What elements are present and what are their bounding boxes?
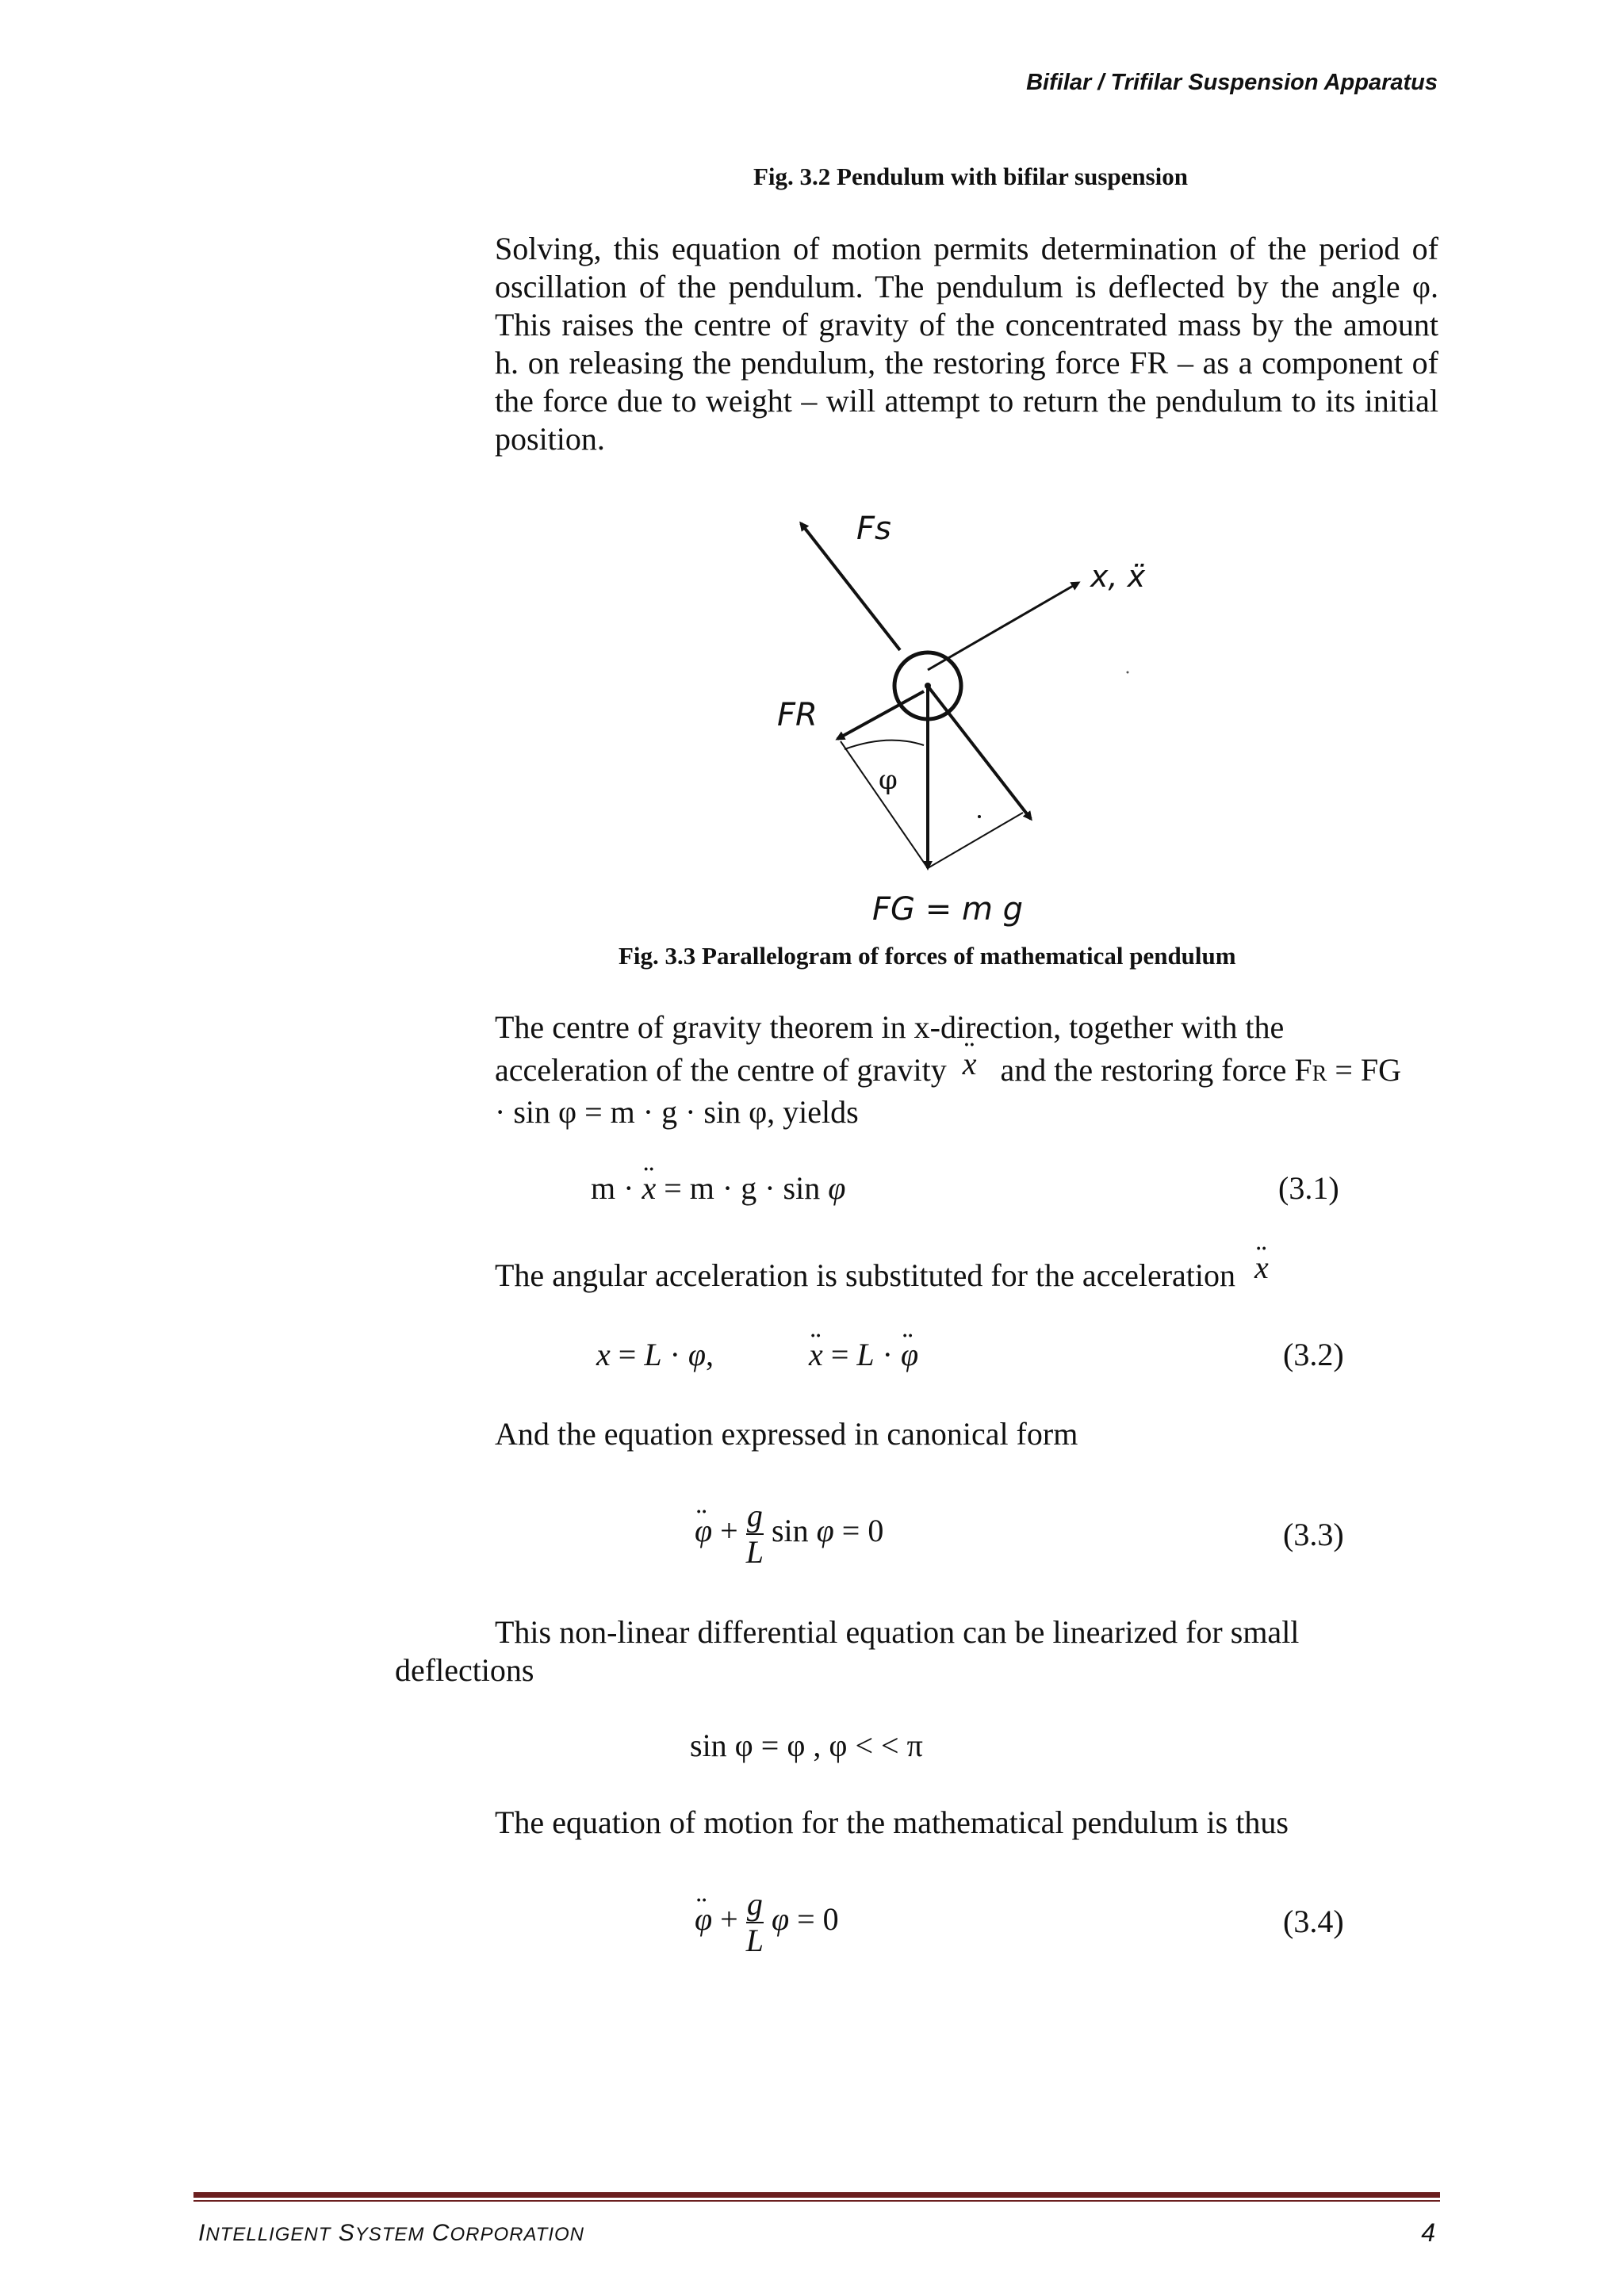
- footer-rule: [193, 2192, 1440, 2198]
- eq34-frac-num: g: [746, 1886, 763, 1922]
- paragraph-equation-of-motion: The equation of motion for the mathematical pendulum is thus: [495, 1804, 1289, 1840]
- eq31-rhs: = m · g · sin: [664, 1170, 821, 1206]
- normal-component-arrow: [929, 688, 1031, 819]
- para2-line2c: R: [1312, 1062, 1327, 1086]
- x-double-dot-symbol: ¨ x: [963, 1045, 977, 1083]
- eq34-frac-den: L: [745, 1923, 764, 1958]
- x-double-dot-symbol: ¨ x: [642, 1169, 656, 1207]
- fs-label: Fs: [856, 511, 891, 547]
- running-header: Bifilar / Trifilar Suspension Apparatus: [1026, 70, 1438, 95]
- equation-3-1: m · ¨ x = m · g · sin φ: [591, 1169, 845, 1207]
- eq31-lhs: m ·: [591, 1170, 634, 1206]
- force-parallelogram-diagram: [761, 507, 1205, 936]
- page-number: 4: [1421, 2218, 1435, 2247]
- para3-text: The angular acceleration is substituted for the acceleration: [495, 1257, 1236, 1293]
- fraction-g-over-l: [746, 1887, 764, 1958]
- figure-3-2-caption: [0, 163, 1624, 191]
- eq33-frac-num: g: [746, 1498, 763, 1533]
- footer-rule-thin: [193, 2200, 1440, 2202]
- paragraph-centre-of-gravity: [495, 1008, 1401, 1131]
- phi-label: φ: [879, 764, 898, 796]
- fg-label: FG = m g: [872, 891, 1024, 928]
- para2-line2: [495, 1046, 1402, 1093]
- paragraph-linearize: This non-linear differential equation can be linearized for small: [495, 1614, 1300, 1650]
- equation-3-3: ¨ φ + $\frac{g}{L}$ sin φ = 0: [695, 1498, 883, 1570]
- x-axis-arrow: [928, 583, 1078, 670]
- para2-line2d: = FG: [1327, 1052, 1402, 1088]
- equation-3-4-number: (3.4): [1283, 1904, 1344, 1939]
- paragraph-canonical-form: And the equation expressed in canonical form: [495, 1416, 1078, 1452]
- small-angle-approximation: sin φ = φ , φ < < π: [690, 1728, 923, 1763]
- equation-3-2-number: (3.2): [1283, 1337, 1344, 1372]
- paragraph-angular-acceleration: [495, 1249, 1269, 1295]
- equation-3-2: x = L · φ, ¨ x = L · ¨ φ: [596, 1336, 918, 1373]
- paragraph-linearize-line2: deflections: [395, 1652, 534, 1688]
- equation-3-1-number: (3.1): [1278, 1170, 1339, 1206]
- paragraph-pendulum-deflection: Solving, this equation of motion permits determination of the period of oscillation of the pendulum. The pendulum is deflected by the angle φ. This raises the centre of gravity of the concentrated mass by the amount h. on releasing the pendulum, the restoring force FR – as a component of the force due to weight – will attempt to return the pendulum to its initial position.: [495, 231, 1438, 457]
- fraction-g-over-l: [746, 1498, 764, 1570]
- para2-line2b: and the restoring force F: [1000, 1052, 1312, 1088]
- angle-arc: [845, 740, 924, 749]
- figure-3-3-caption: Fig. 3.3 Parallelogram of forces of mathematical pendulum: [619, 942, 1236, 970]
- equation-3-4: ¨ φ + $\frac{g}{L}$ φ = 0: [695, 1887, 839, 1958]
- para2-line1: The centre of gravity theorem in x-direction, together with the: [495, 1009, 1285, 1045]
- x-axis-label: x, ẍ: [1090, 559, 1146, 594]
- para2-line2a: acceleration of the centre of gravity: [495, 1052, 947, 1088]
- equation-3-3-number: (3.3): [1283, 1517, 1344, 1552]
- x-double-dot-symbol: ¨ x: [1254, 1249, 1269, 1287]
- para2-line3: · sin φ = m · g · sin φ, yields: [495, 1094, 859, 1130]
- eq33-frac-den: L: [745, 1534, 764, 1570]
- figure-3-2-caption-text: Fig. 3.2 Pendulum with bifilar suspension: [753, 163, 1189, 190]
- footer-company: INTELLIGENT SYSTEM CORPORATION: [198, 2220, 584, 2246]
- fr-label: FR: [777, 697, 818, 733]
